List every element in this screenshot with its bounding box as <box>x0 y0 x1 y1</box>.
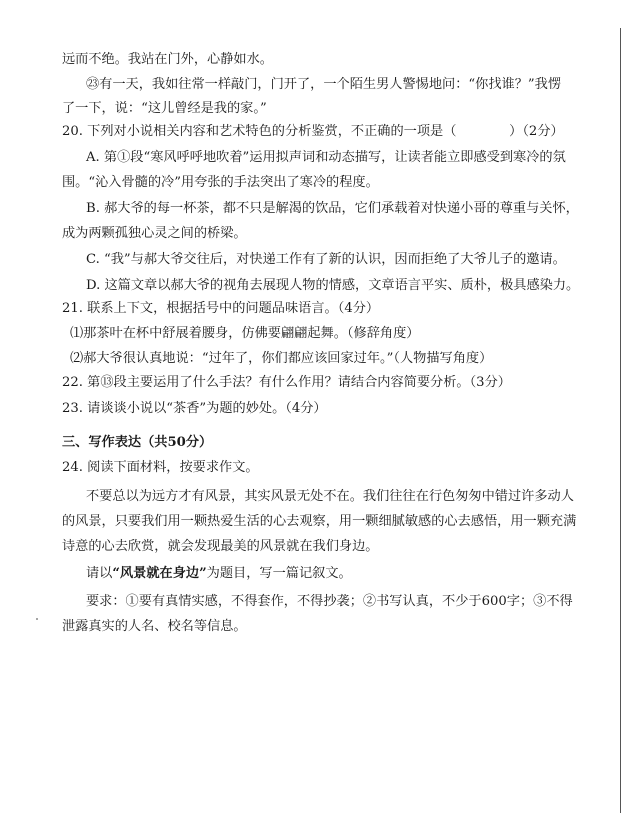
essay-title: “风景就在身边” <box>112 566 207 581</box>
requirements-line-2: 泄露真实的人名、校名等信息。 <box>62 619 247 634</box>
material-line-3: 诗意的心去欣赏，就会发现最美的风景就在我们身边。 <box>62 539 379 554</box>
essay-title-prompt <box>86 565 352 583</box>
question-22: 22. 第⑬段主要运用了什么手法？有什么作用？请结合内容简要分析。（3分） <box>62 375 511 390</box>
page-edge-line <box>620 28 621 813</box>
question-24: 24. 阅读下面材料，按要求作文。 <box>62 460 259 475</box>
question-23: 23. 请谈谈小说以“茶香”为题的妙处。（4分） <box>62 401 327 416</box>
option-a: A. 第①段“寒风呼呼地吹着”运用拟声词和动态描写，让读者能立即感受到寒冷的氛 <box>86 150 566 165</box>
passage-line: 了一下，说：“这儿曾经是我的家。” <box>62 101 267 116</box>
passage-paragraph-23: ㉓有一天，我如往常一样敲门，门开了，一个陌生男人警惕地问：“你找谁？”我愣 <box>86 77 562 92</box>
requirements-line-1: 要求：①要有真情实感，不得套作，不得抄袭；②书写认真，不少于600字；③不得 <box>86 594 573 609</box>
prompt-text: 请以 <box>86 566 113 581</box>
option-b: B. 郝大爷的每一杯茶，都不只是解渴的饮品，它们承载着对快递小哥的尊重与关怀， <box>86 201 579 216</box>
material-line-1: 不要总以为远方才有风景，其实风景无处不在。我们往往在行色匆匆中错过许多动人 <box>86 489 574 504</box>
option-b-continued: 成为两颗孤独心灵之间的桥梁。 <box>62 226 247 241</box>
prompt-text-end: 为题目，写一篇记叙文。 <box>206 566 352 581</box>
passage-line: 远而不绝。我站在门外，心静如水。 <box>62 52 273 67</box>
option-c: C. “我”与郝大爷交往后，对快递工作有了新的认识，因而拒绝了大爷儿子的邀请。 <box>86 252 566 267</box>
question-21: 21. 联系上下文，根据括号中的问题品味语言。（4分） <box>62 301 380 316</box>
scan-speck <box>36 618 38 620</box>
option-d: D. 这篇文章以郝大爷的视角去展现人物的情感，文章语言平实、质朴，极具感染力。 <box>86 278 580 293</box>
material-line-2: 的风景，只要我们用一颗热爱生活的心去观察，用一颗细腻敏感的心去感悟，用一颗充满 <box>62 514 577 529</box>
option-a-continued: 围。“沁入骨髓的冷”用夸张的手法突出了寒冷的程度。 <box>62 175 379 190</box>
section-3-heading: 三、写作表达（共50分） <box>62 435 213 450</box>
question-21-item-1: ⑴那茶叶在杯中舒展着腰身，仿佛要翩翩起舞。（修辞角度） <box>70 326 420 341</box>
question-20: 20. 下列对小说相关内容和艺术特色的分析鉴赏，不正确的一项是（ ）（2分） <box>62 124 564 139</box>
question-21-item-2: ⑵郝大爷很认真地说：“过年了，你们都应该回家过年。”（人物描写角度） <box>70 351 493 366</box>
